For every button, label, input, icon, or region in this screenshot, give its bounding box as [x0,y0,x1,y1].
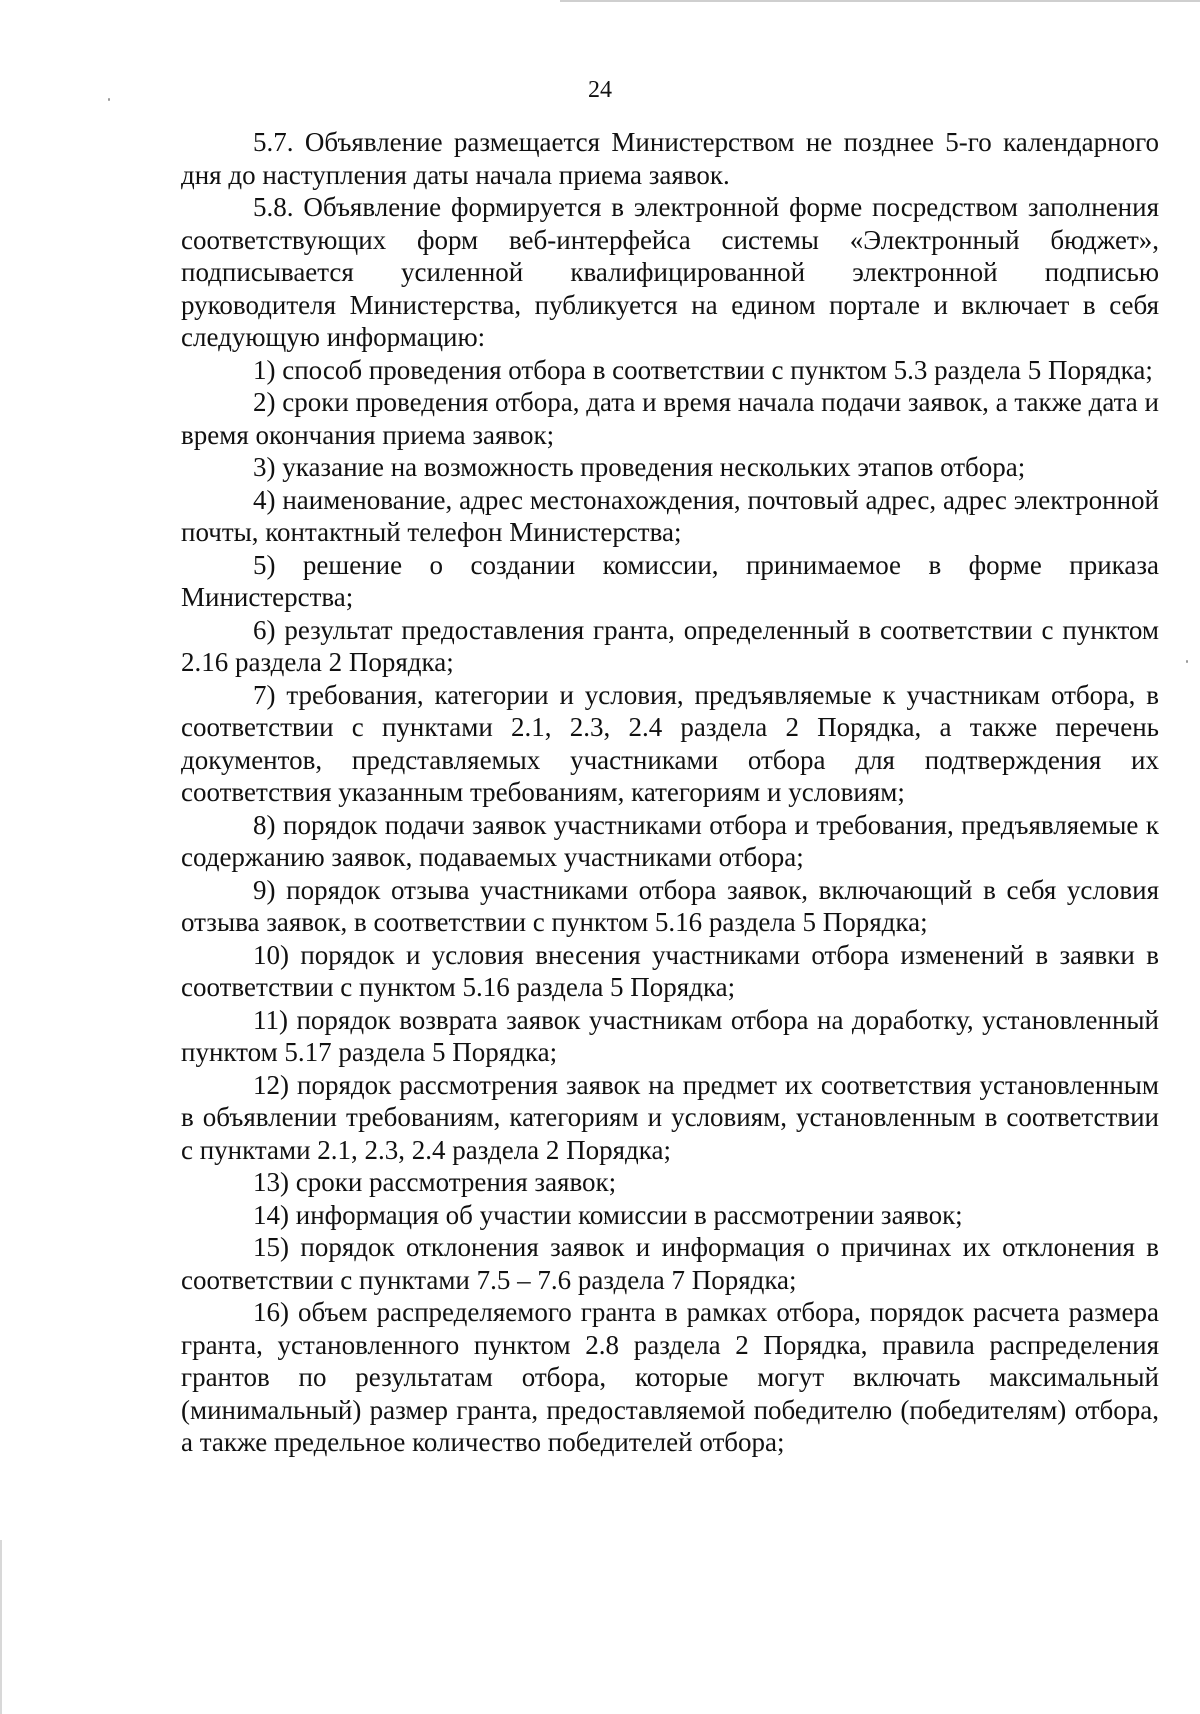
list-item-13: 13) сроки рассмотрения заявок; [253,1167,617,1197]
list-item-10: 10) порядок и условия внесения участниками отбора изменений в заявки в соответствии с пунктом 5.16 раздела 5 Порядка; [181,939,1159,1002]
document-body [181,126,1159,1459]
paragraph-5-7: 5.7. Объявление размещается Министерством не позднее 5-го календарного дня до наступления даты начала приема заявок. [181,127,1159,190]
list-item-14: 14) информация об участии комиссии в рассмотрении заявок; [253,1199,963,1230]
list-item-6: 6) результат предоставления гранта, определенный в соответствии с пунктом 2.16 раздела 2 Порядка; [181,614,1159,677]
page-number: 24 [588,77,612,103]
list-item-16: 16) объем распределяемого гранта в рамках отбора, порядок расчета размера гранта, установленного пунктом 2.8 раздела 2 Порядка, правила распределения грантов по результатам отбора, которые могут включать максимальный (минимальный) размер гранта, предоставляемой победителю (победителям) отбора, а также предельное количество победителей отбора; [181,1297,1159,1457]
list-item-1: 1) способ проведения отбора в соответствии с пунктом 5.3 раздела 5 Порядка; [253,354,1153,385]
list-item-11: 11) порядок возврата заявок участникам отбора на доработку, установленный пунктом 5.17 раздела 5 Порядка; [181,1004,1159,1067]
list-item-5: 5) решение о создании комиссии, принимаемое в форме приказа Министерства; [181,549,1159,612]
list-item-2: 2) сроки проведения отбора, дата и время начала подачи заявок, а также дата и время окончания приема заявок; [181,387,1159,450]
list-item-7: 7) требования, категории и условия, предъявляемые к участникам отбора, в соответствии с пунктами 2.1, 2.3, 2.4 раздела 2 Порядка, а также перечень документов, представляемых участниками отбора для подтверждения их соответствия указанным требованиям, категориям и условиям; [181,679,1159,807]
paragraph-5-8: 5.8. Объявление формируется в электронной форме посредством заполнения соответствующих форм веб-интерфейса системы «Электронный бюджет», подписывается усиленной квалифицированной электронной подписью руководителя Министерства, публикуется на едином портале и включает в себя следующую информацию: [181,192,1159,352]
list-item-9: 9) порядок отзыва участниками отбора заявок, включающий в себя условия отзыва заявок, в соответствии с пунктом 5.16 раздела 5 Порядка; [181,874,1159,937]
list-item-8: 8) порядок подачи заявок участниками отбора и требования, предъявляемые к содержанию заявок, подаваемых участниками отбора; [181,809,1159,872]
scan-speck [1186,660,1188,663]
list-item-15: 15) порядок отклонения заявок и информация о причинах их отклонения в соответствии с пунктами 7.5 – 7.6 раздела 7 Порядка; [181,1232,1159,1295]
list-item-12: 12) порядок рассмотрения заявок на предмет их соответствия установленным в объявлении требованиям, категориям и условиям, установленным в соответствии с пунктами 2.1, 2.3, 2.4 раздела 2 Порядка; [181,1069,1159,1165]
scan-edge-left [0,1540,2,1714]
list-item-3: 3) указание на возможность проведения нескольких этапов отбора; [253,452,1026,482]
list-item-4: 4) наименование, адрес местонахождения, почтовый адрес, адрес электронной почты, контактный телефон Министерства; [181,484,1159,547]
scan-edge-top [560,0,1200,2]
